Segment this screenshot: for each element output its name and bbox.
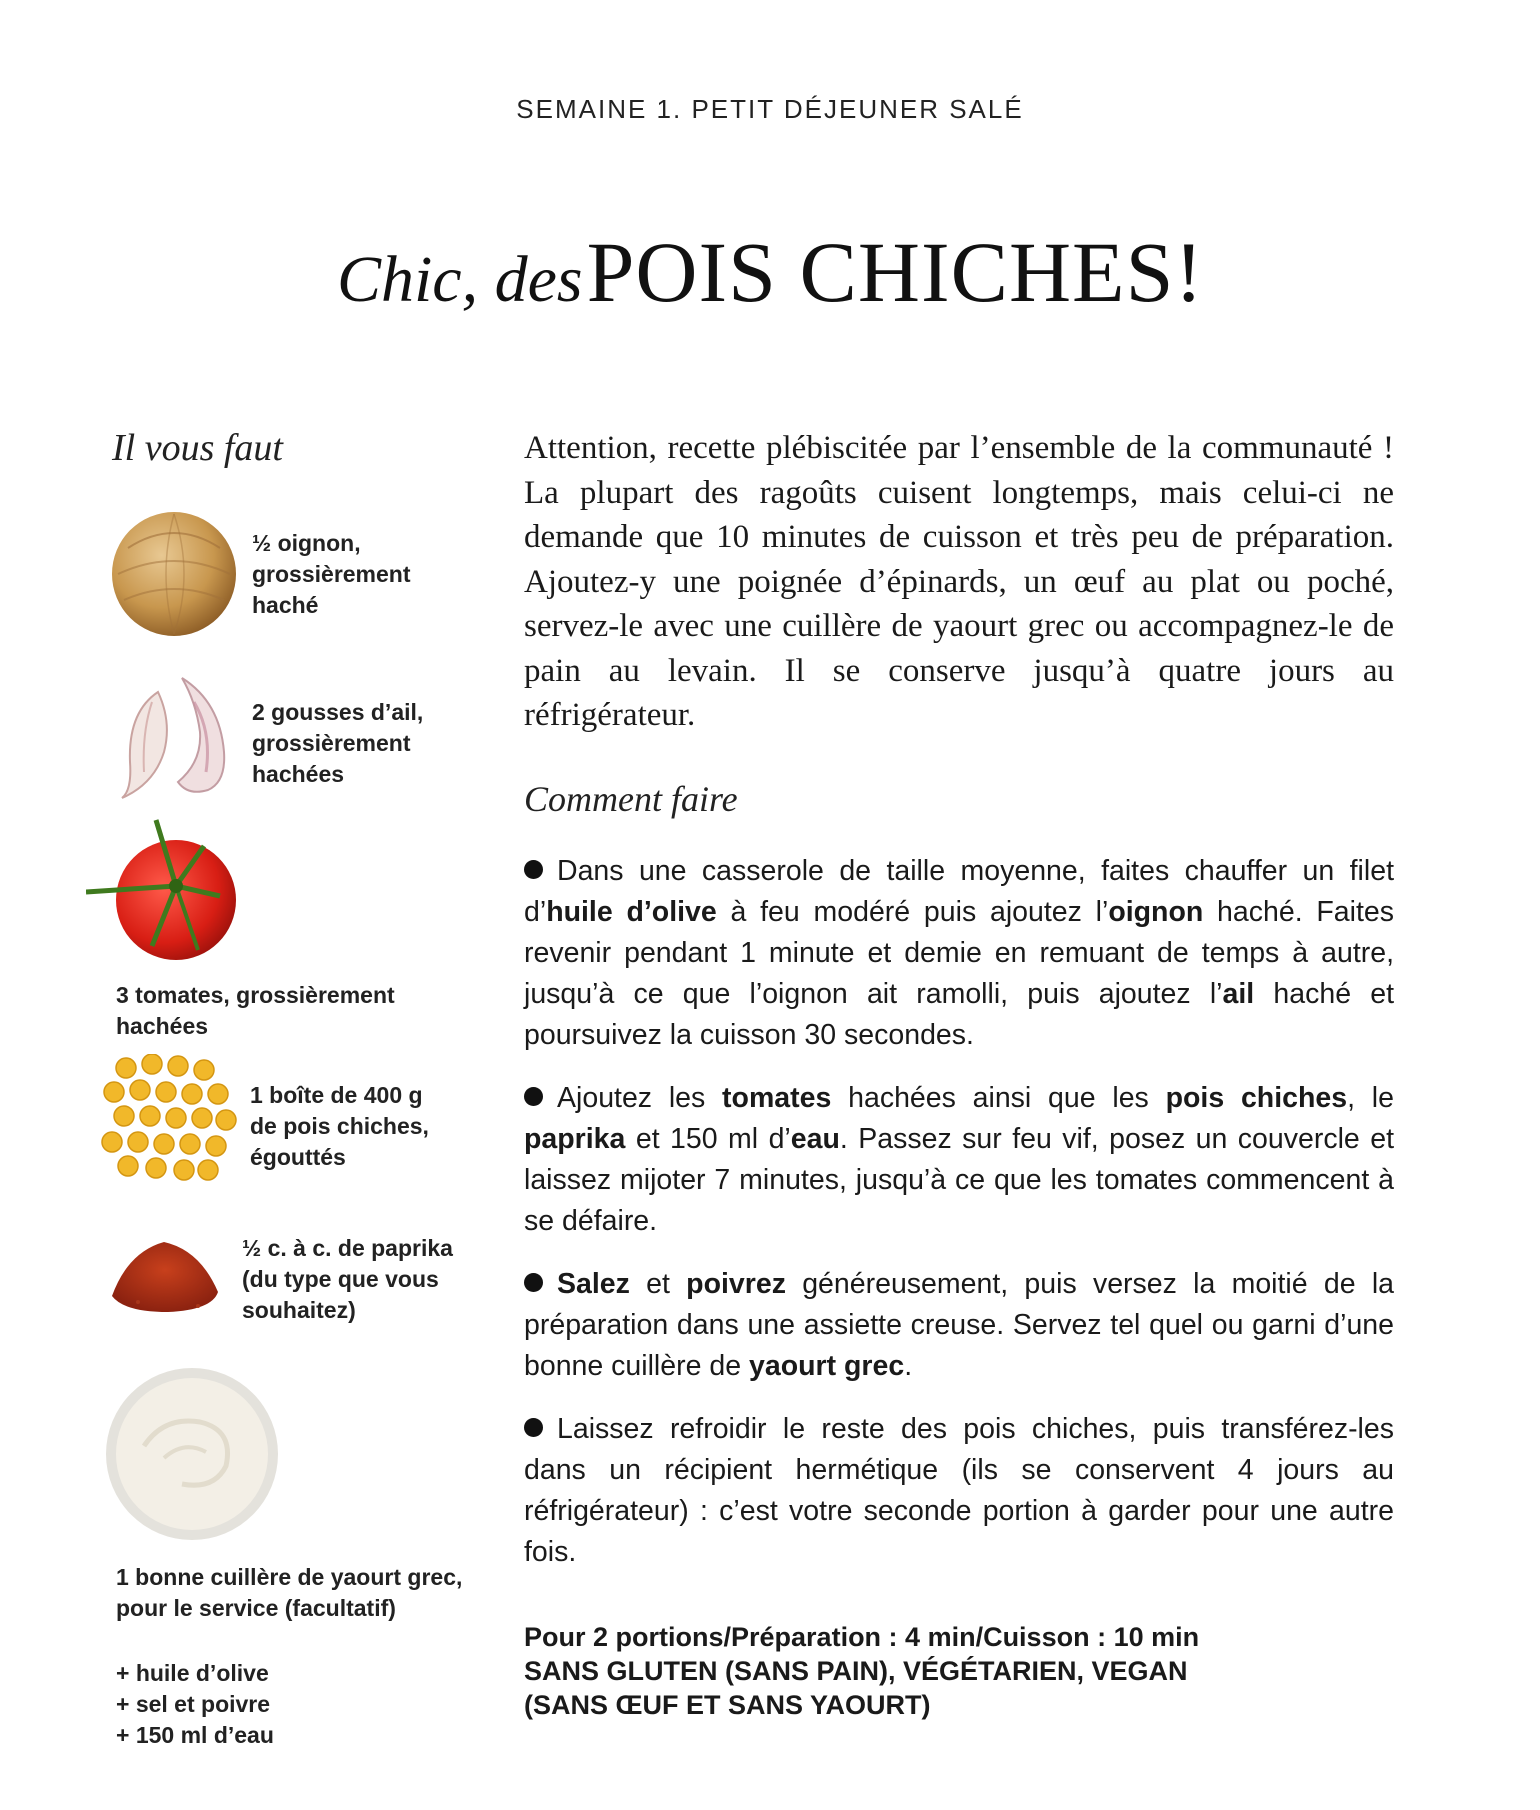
bullet-icon (524, 1087, 543, 1106)
step-text: haché. Faites revenir pendant 1 minute et demie en remuant de temps à autre, jusqu’à ce que l’oignon ait ramolli, puis ajoutez l’ (524, 896, 1394, 1010)
ingredient-tomato: 3 tomates, grossièrement hachées (116, 982, 395, 1039)
step-text: . Passez sur feu vif, posez un couvercle et laissez mijoter 7 minutes, jusqu’à ce que les tomates commencent à se défaire. (524, 1123, 1394, 1237)
ingredient-paprika: ½ c. à c. de paprika (du type que vous souhaitez) (242, 1235, 453, 1323)
method-step (524, 1078, 1394, 1242)
step-text: à feu modéré puis ajoutez l’ (716, 896, 1109, 928)
method-heading: Comment faire (524, 779, 738, 819)
ingredient-yogurt: 1 bonne cuillère de yaourt grec, pour le service (facultatif) (116, 1564, 463, 1621)
step-text: . (904, 1350, 913, 1382)
step-text: et (629, 1268, 687, 1300)
ingredient-chickpeas: 1 boîte de 400 g de pois chiches, égouttés (250, 1082, 429, 1170)
step-text: Dans une casserole de taille moyenne, faites chauffer un filet d’ (524, 855, 1394, 928)
step-keyword: eau (790, 1123, 840, 1155)
method-step (524, 851, 1394, 1056)
step-text: Laissez refroidir le reste des pois chiches, puis transférez-les dans un récipient hermétique (ils se conservent 4 jours au réfrigérateur) : c’est votre seconde portion à garder pour une autre fois. (524, 1413, 1394, 1568)
tomato-icon (86, 816, 246, 966)
method-step (524, 1264, 1394, 1387)
step-keyword: poivrez (686, 1268, 786, 1300)
step-keyword: paprika (524, 1123, 626, 1155)
footer-diet-note: (SANS ŒUF ET SANS YAOURT) (524, 1690, 931, 1720)
ingredient-onion: ½ oignon, grossièrement haché (252, 530, 411, 618)
ingredient-extras: + huile d’olive + sel et poivre + 150 ml d’eau (116, 1660, 274, 1748)
onion-icon (108, 508, 240, 640)
footer-diet: SANS GLUTEN (SANS PAIN), VÉGÉTARIEN, VEGAN (524, 1656, 1188, 1686)
title-italic: Chic, des (336, 243, 583, 316)
step-text: hachées ainsi que les (831, 1082, 1166, 1114)
step-text: et 150 ml d’ (625, 1123, 791, 1155)
step-text: généreusement, puis versez la moitié de la préparation dans une assiette creuse. Servez tel quel ou garni d’une bonne cuillère de (524, 1268, 1394, 1382)
step-keyword: tomates (722, 1082, 832, 1114)
step-keyword: yaourt grec (749, 1350, 905, 1382)
title-caps: POIS CHICHES (586, 224, 1175, 320)
paprika-icon (108, 1232, 224, 1316)
step-text: Ajoutez les (557, 1082, 723, 1114)
section-header: SEMAINE 1. PETIT DÉJEUNER SALÉ (516, 94, 1024, 124)
step-keyword: ail (1222, 978, 1255, 1010)
ingredients-heading: Il vous faut (112, 427, 283, 469)
garlic-icon (108, 672, 238, 802)
title-exclamation: ! (1174, 224, 1204, 320)
method-step (524, 1409, 1394, 1573)
intro-paragraph: Attention, recette plébiscitée par l’ensemble de la communauté ! La plupart des ragoûts cuisent longtemps, mais celui-ci ne demande que 10 minutes de cuisson et très peu de préparation. Ajoutez-y une poignée d’épinards, un œuf au plat ou poché, servez-le avec une cuillère de yaourt grec ou accompagnez-le de pain au levain. Il se conserve jusqu’à quatre jours au réfrigérateur. (524, 430, 1394, 733)
bullet-icon (524, 1273, 543, 1292)
ingredient-garlic: 2 gousses d’ail, grossièrement hachées (252, 699, 424, 787)
step-text: , le (1347, 1082, 1394, 1114)
chickpeas-icon (100, 1054, 240, 1184)
step-keyword: oignon (1108, 896, 1204, 928)
step-keyword: pois chiches (1165, 1082, 1348, 1114)
bullet-icon (524, 1418, 543, 1437)
recipe-footer (524, 1620, 1424, 1722)
footer-yield: Pour 2 portions/Préparation : 4 min/Cuisson : 10 min (524, 1622, 1200, 1652)
step-keyword: Salez (557, 1268, 630, 1300)
yogurt-icon (104, 1366, 280, 1542)
recipe-title (0, 222, 1540, 322)
step-keyword: huile d’olive (546, 896, 717, 928)
step-text: haché et poursuivez la cuisson 30 secondes. (524, 978, 1394, 1051)
bullet-icon (524, 860, 543, 879)
